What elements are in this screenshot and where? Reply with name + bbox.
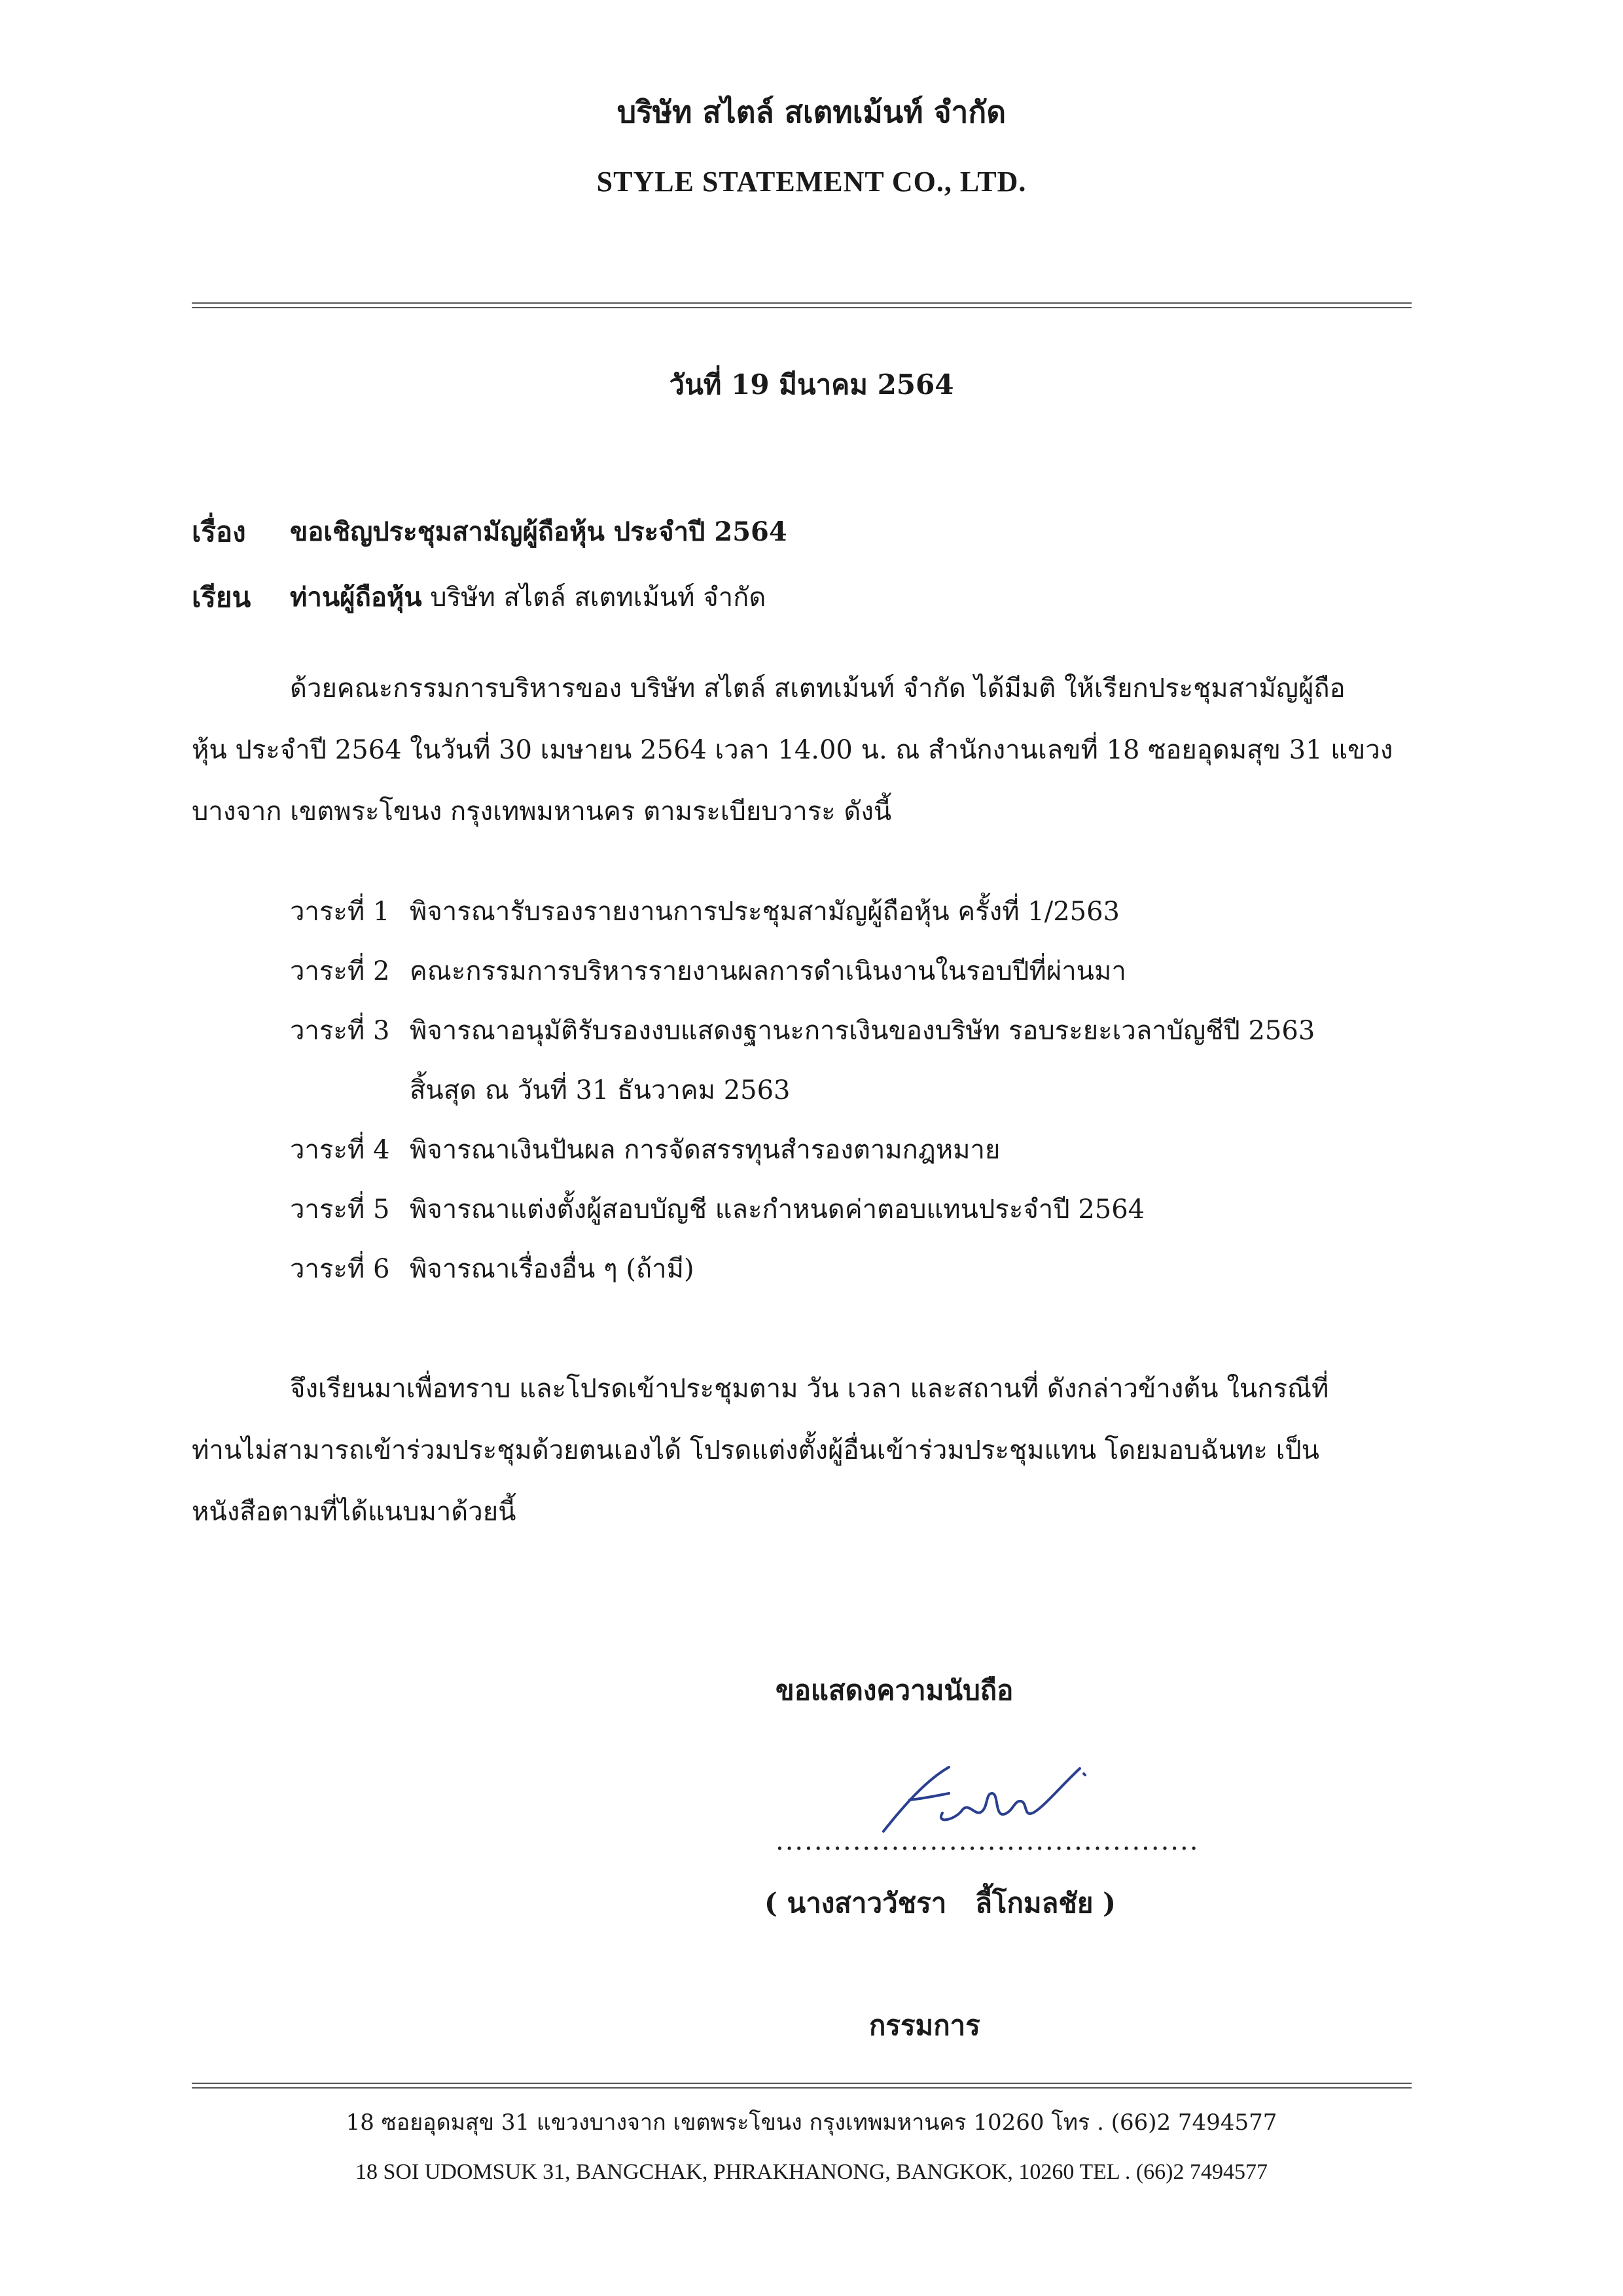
company-name-english: STYLE STATEMENT CO., LTD. bbox=[596, 166, 1027, 198]
agenda-text: พิจารณาอนุมัติรับรองงบแสดงฐานะการเงินของบริษัท รอบระยะเวลาบัญชีปี 2563 bbox=[410, 1016, 1315, 1046]
closing-paragraph bbox=[192, 1358, 1412, 1543]
paragraph-line: ท่านไม่สามารถเข้าร่วมประชุมด้วยตนเองได้ โปรดแต่งตั้งผู้อื่นเข้าร่วมประชุมแทน โดยมอบฉันทะ เป็น bbox=[192, 1435, 1320, 1465]
signer-position: กรรมการ bbox=[869, 2009, 980, 2041]
agenda-number: วาระที่ 5 bbox=[290, 1194, 390, 1225]
footer-divider bbox=[192, 2083, 1412, 2089]
recipient-company: บริษัท สไตล์ สเตทเม้นท์ จำกัด bbox=[421, 583, 766, 613]
agenda-text: พิจารณาเรื่องอื่น ๆ (ถ้ามี) bbox=[410, 1254, 694, 1284]
paragraph-line: บางจาก เขตพระโขนง กรุงเทพมหานคร ตามระเบียบวาระ ดังนี้ bbox=[192, 797, 892, 827]
subject-label: เรื่อง bbox=[192, 516, 246, 548]
paragraph-line: หนังสือตามที่ได้แนบมาด้วยนี้ bbox=[192, 1497, 516, 1527]
agenda-text: พิจารณาเงินปันผล การจัดสรรทุนสำรองตามกฎหมาย bbox=[410, 1135, 1001, 1165]
header-divider bbox=[192, 302, 1412, 308]
paragraph-line: จึงเรียนมาเพื่อทราบ และโปรดเข้าประชุมตาม วัน เวลา และสถานที่ ดังกล่าวข้างต้น ในกรณีที่ bbox=[290, 1374, 1329, 1404]
agenda-number: วาระที่ 6 bbox=[290, 1254, 390, 1284]
agenda-text: สิ้นสุด ณ วันที่ 31 ธันวาคม 2563 bbox=[410, 1075, 791, 1105]
agenda-text: พิจารณาแต่งตั้งผู้สอบบัญชี และกำหนดค่าตอบแทนประจำปี 2564 bbox=[410, 1194, 1145, 1225]
closing-salutation: ขอแสดงความนับถือ bbox=[776, 1674, 1014, 1706]
agenda-number: วาระที่ 3 bbox=[290, 1016, 390, 1046]
footer-address-english: 18 SOI UDOMSUK 31, BANGCHAK, PHRAKHANONG, BANGKOK, 10260 TEL . (66)2 7494577 bbox=[355, 2160, 1268, 2184]
subject-text: ขอเชิญประชุมสามัญผู้ถือหุ้น ประจำปี 2564 bbox=[290, 516, 787, 547]
agenda-text: คณะกรรมการบริหารรายงานผลการดำเนินงานในรอบปีที่ผ่านมา bbox=[410, 956, 1126, 986]
paragraph-line: ด้วยคณะกรรมการบริหารของ บริษัท สไตล์ สเตทเม้นท์ จำกัด ได้มีมติ ให้เรียกประชุมสามัญผู้ถือ bbox=[290, 673, 1346, 704]
company-name-thai: บริษัท สไตล์ สเตทเม้นท์ จำกัด bbox=[616, 94, 1007, 130]
agenda-number: วาระที่ 4 bbox=[290, 1135, 390, 1165]
agenda-number: วาระที่ 1 bbox=[290, 897, 390, 927]
intro-paragraph bbox=[192, 658, 1412, 842]
letter-date: วันที่ 19 มีนาคม 2564 bbox=[669, 368, 954, 401]
signature-line: ............................................ bbox=[776, 1826, 1200, 1856]
recipient-label: เรียน bbox=[192, 581, 251, 613]
paragraph-line: หุ้น ประจำปี 2564 ในวันที่ 30 เมษายน 2564 เวลา 14.00 น. ณ สำนักงานเลขที่ 18 ซอยอุดมสุข 31 แขวง bbox=[192, 735, 1393, 765]
agenda-text: พิจารณารับรองรายงานการประชุมสามัญผู้ถือหุ้น ครั้งที่ 1/2563 bbox=[410, 897, 1120, 927]
recipient-bold: ท่านผู้ถือหุ้น bbox=[290, 582, 422, 613]
agenda-number: วาระที่ 2 bbox=[290, 956, 390, 986]
signer-name: ( นางสาววัชรา ลี้โกมลชัย ) bbox=[764, 1887, 1116, 1919]
footer-address-thai: 18 ซอยอุดมสุข 31 แขวงบางจาก เขตพระโขนง กรุงเทพมหานคร 10260 โทร . (66)2 7494577 bbox=[346, 2109, 1277, 2136]
recipient-text bbox=[290, 576, 766, 618]
